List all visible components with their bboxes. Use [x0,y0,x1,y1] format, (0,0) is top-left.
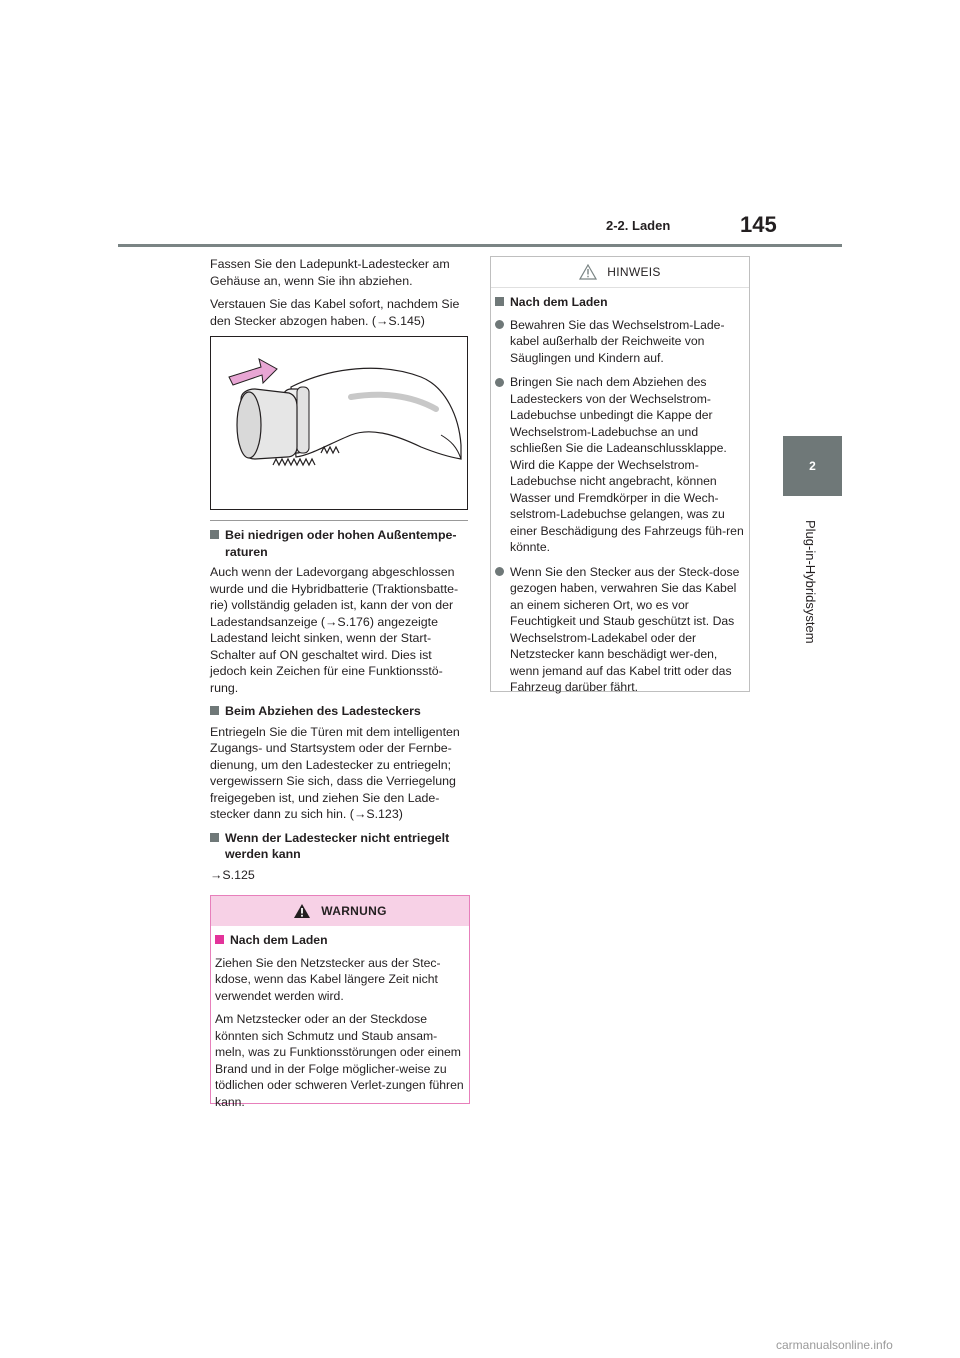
note-header [491,257,749,288]
header-rule [118,244,842,247]
note-bullet [495,317,745,367]
chapter-tab: 2 [783,436,842,496]
heading-text: Wenn der Ladestecker nicht entriegelt werden kann [225,830,450,861]
page-number: 145 [740,212,777,237]
warning-triangle-icon [293,903,311,919]
square-bullet-icon [210,833,219,842]
section-text-unplug: Entriegeln Sie die Türen mit dem intelligenten Zugangs- und Startsystem oder der Fernbe-dienung, um den Ladestecker zu entriegeln; vergewissern Sie sich, dass die Verriegelung freigegeben ist, und ziehen Sie den Lade-stecker dann zu sich hin. (→S.123) [210,724,460,821]
heading-text: Nach dem Laden [230,933,328,947]
bullet-text: Bringen Sie nach dem Abziehen des Ladesteckers von der Wechselstrom-Ladebuchse unbedingt die Kappe der Wechselstrom-Ladebuchse an und schließen Sie die Ladeanschlussklappe. Wird die Kappe der Wechselstrom-Ladebuchse nicht angebracht, können Wasser und Fremdkörper in die Wech-selstrom-Ladebuchse gelangen, was zu einer Beschädigung des Fahrzeugs füh-ren könnte. [510,375,744,554]
note-heading [495,294,745,311]
section-heading-unplug [210,703,468,720]
chapter-label [800,520,820,660]
heading-text: Nach dem Laden [510,295,608,309]
bullet-text: Bewahren Sie das Wechselstrom-Lade-kabel außerhalb der Reichweite von Säuglingen und Kindern auf. [510,317,725,365]
section-text-temperature: Auch wenn der Ladevorgang abgeschlossen wurde und die Hybridbatterie (Traktionsbatte-rie) vollständig geladen ist, kann der von der Ladestandsanzeige (→S.176) angezeigte Ladestand leicht sinken, wenn der Start-Schalter auf ON geschaltet wird. Dies ist jedoch kein Zeichen für eine Funktionsstö-rung. [210,565,459,695]
note-title: HINWEIS [607,265,661,279]
left-column-intro [210,256,468,336]
note-bullet [495,374,745,556]
square-bullet-icon [210,530,219,539]
warning-paragraph-2: Am Netzstecker oder an der Steckdose könnten sich Schmutz und Staub ansam-meln, was zu Funktionsstörungen oder einem Brand und in der Folge möglicher-weise zu tödlichen oder schweren Verlet-zungen führen kann. [215,1012,464,1109]
square-bullet-icon [210,706,219,715]
heading-text: Bei niedrigen oder hohen Außentempe-raturen [225,528,457,559]
watermark: carmanualsonline.info [776,1338,893,1352]
square-bullet-icon [495,297,504,306]
bullet-text: Wenn Sie den Stecker aus der Steck-dose gezogen haben, verwahren Sie das Kabel an einem sicheren Ort, wo es vor Feuchtigkeit und Staub geschützt ist. Das Wechselstrom-Ladekabel oder der Netzstecker kann beschädigt wer-den, wenn jemand auf das Kabel tritt oder das Fahrzeug darüber fährt. [510,564,740,694]
section-title: 2-2. Laden [606,218,671,233]
chapter-label-text: Plug-in-Hybridsystem [803,520,818,644]
note-box [490,256,750,692]
round-bullet-icon [495,320,504,329]
warning-title: WARNUNG [321,904,387,918]
intro-paragraph-2: Verstauen Sie das Kabel sofort, nachdem Sie den Stecker abzogen haben. (→S.145) [210,297,460,328]
round-bullet-icon [495,378,504,387]
charging-plug-illustration [210,336,468,510]
note-body [491,288,749,696]
caution-triangle-icon [579,264,597,280]
warning-body [211,926,469,1110]
heading-text: Beim Abziehen des Ladesteckers [225,704,421,718]
note-bullet [495,564,745,696]
warning-box [210,895,470,1109]
warning-header [211,896,469,926]
section-text-not-unlocked: →S.125 [210,867,255,882]
left-column-sections [210,520,468,890]
square-bullet-icon [215,935,224,944]
section-heading-temperature [210,527,468,560]
intro-paragraph-1: Fassen Sie den Ladepunkt-Ladestecker am Gehäuse an, wenn Sie ihn abziehen. [210,257,450,288]
section-heading-not-unlocked [210,830,468,863]
plug-drawing [211,337,467,509]
section-divider [210,520,468,521]
round-bullet-icon [495,567,504,576]
warning-heading [215,932,465,949]
warning-paragraph-1: Ziehen Sie den Netzstecker aus der Stec-kdose, wenn das Kabel längere Zeit nicht verwendet werden wird. [215,955,441,1003]
